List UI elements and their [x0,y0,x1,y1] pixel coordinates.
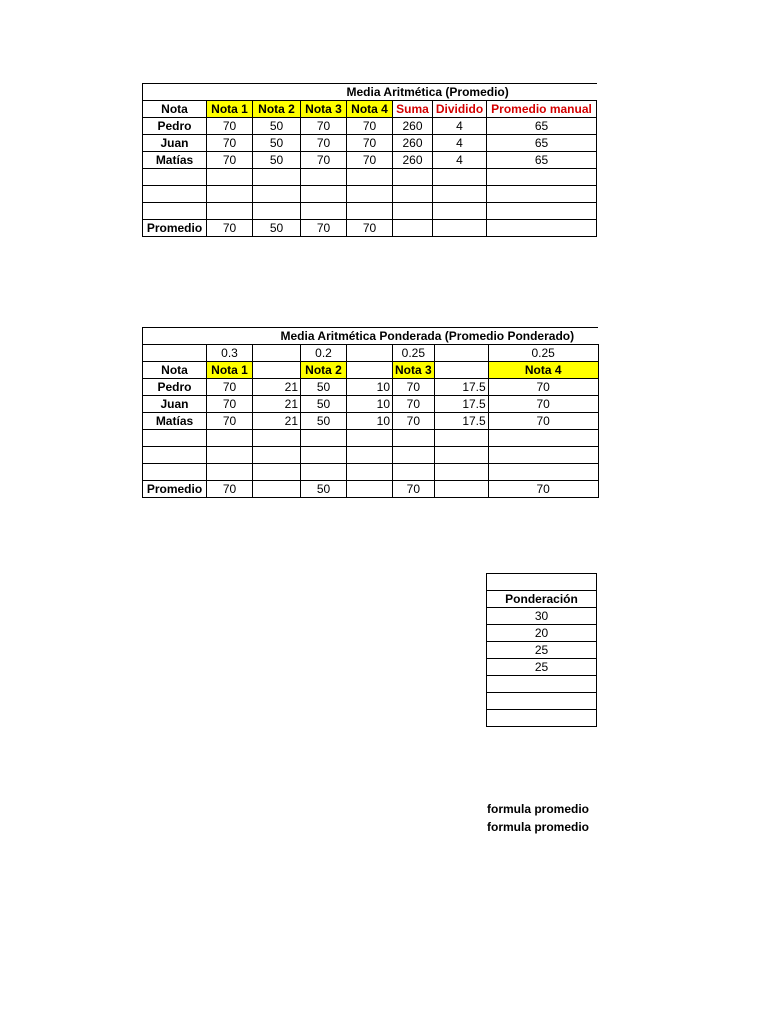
cell[interactable]: 17.5 [434,379,488,396]
average-row [143,220,597,237]
cell[interactable]: 70 [301,135,347,152]
cell[interactable]: 10 [347,379,393,396]
cell[interactable] [347,447,393,464]
cell[interactable] [207,169,253,186]
cell[interactable]: 70 [301,118,347,135]
cell[interactable] [347,481,393,498]
cell[interactable] [207,186,253,203]
cell[interactable] [487,186,597,203]
weight-cell[interactable]: 0.2 [301,345,347,362]
table-row [487,642,597,659]
cell[interactable]: 70 [207,379,253,396]
header-cell[interactable]: Nota 4 [488,362,598,379]
cell[interactable]: 10 [347,413,393,430]
cell[interactable]: 70 [207,118,253,135]
cell[interactable]: 30 [487,608,597,625]
cell[interactable]: 4 [433,135,487,152]
weight-cell[interactable]: 0.25 [488,345,598,362]
cell[interactable]: 70 [347,152,393,169]
cell[interactable] [347,464,393,481]
cell[interactable] [301,464,347,481]
table-row [487,625,597,642]
cell[interactable] [253,186,301,203]
cell[interactable]: 25 [487,642,597,659]
cell[interactable]: 70 [488,396,598,413]
cell[interactable] [207,464,253,481]
cell[interactable] [253,169,301,186]
weight-cell[interactable]: 0.3 [207,345,253,362]
empty-row [143,430,599,447]
cell[interactable]: Juan [143,135,207,152]
arithmetic-mean-table [142,83,597,237]
table-row [143,152,597,169]
header-cell[interactable]: Nota 1 [207,101,253,118]
table-row [143,118,597,135]
table-row [143,413,599,430]
cell[interactable]: 260 [393,118,433,135]
cell[interactable] [143,430,207,447]
cell[interactable]: 17.5 [434,413,488,430]
cell[interactable] [393,203,433,220]
empty-row [143,464,599,481]
header-cell[interactable]: Nota 2 [301,362,347,379]
cell[interactable] [434,345,488,362]
cell[interactable] [301,447,347,464]
cell[interactable] [253,430,301,447]
cell[interactable]: 70 [488,413,598,430]
empty-row [487,693,597,710]
cell[interactable] [207,447,253,464]
cell[interactable] [143,328,207,345]
empty-row [487,676,597,693]
cell[interactable] [207,203,253,220]
cell[interactable] [253,345,301,362]
table-row [143,379,599,396]
cell[interactable] [393,447,435,464]
cell[interactable]: Pedro [143,118,207,135]
cell[interactable] [487,169,597,186]
empty-row [143,169,597,186]
cell[interactable] [253,447,301,464]
cell[interactable] [301,169,347,186]
cell[interactable]: 260 [393,152,433,169]
cell[interactable] [487,710,597,727]
header-cell[interactable]: Nota 3 [301,101,347,118]
header-row [487,591,597,608]
header-cell[interactable]: Nota 2 [253,101,301,118]
cell[interactable] [487,693,597,710]
cell[interactable] [488,447,598,464]
header-cell[interactable]: Nota [143,362,207,379]
cell[interactable]: Matías [143,152,207,169]
cell[interactable]: 70 [207,220,253,237]
cell[interactable]: 70 [301,152,347,169]
cell[interactable] [347,362,393,379]
cell[interactable] [301,186,347,203]
cell[interactable]: 70 [207,481,253,498]
cell[interactable] [143,447,207,464]
cell[interactable] [207,430,253,447]
table-row [143,396,599,413]
cell[interactable]: 50 [301,481,347,498]
table-row [487,608,597,625]
cell[interactable] [487,574,597,591]
cell[interactable] [347,345,393,362]
cell[interactable]: 70 [347,135,393,152]
cell[interactable]: 50 [253,220,301,237]
cell[interactable] [393,464,435,481]
table-title[interactable]: Media Aritmética (Promedio) [207,84,597,101]
cell[interactable]: 50 [301,396,347,413]
table-title-row [143,328,599,345]
cell[interactable] [433,220,487,237]
cell[interactable]: 21 [253,396,301,413]
cell[interactable]: Juan [143,396,207,413]
cell[interactable]: 50 [253,118,301,135]
header-cell[interactable]: Nota 1 [207,362,253,379]
cell[interactable] [434,481,488,498]
cell[interactable] [488,464,598,481]
empty-row [487,574,597,591]
cell[interactable]: 70 [488,379,598,396]
cell[interactable]: 17.5 [434,396,488,413]
cell[interactable] [143,345,207,362]
weighted-mean-table [142,327,599,498]
cell[interactable]: 70 [347,220,393,237]
header-cell[interactable]: Nota 3 [393,362,435,379]
cell[interactable]: 70 [393,396,435,413]
cell[interactable]: 4 [433,118,487,135]
cell[interactable]: 10 [347,396,393,413]
table-title-row [143,84,597,101]
cell[interactable]: 70 [393,379,435,396]
cell[interactable] [347,430,393,447]
cell[interactable]: 70 [393,413,435,430]
cell[interactable]: Promedio [143,220,207,237]
cell[interactable] [393,430,435,447]
cell[interactable] [301,430,347,447]
empty-row [143,447,599,464]
cell[interactable]: 70 [207,135,253,152]
cell[interactable] [253,362,301,379]
cell[interactable] [143,203,207,220]
empty-row [143,203,597,220]
cell[interactable] [393,186,433,203]
cell[interactable]: 65 [487,118,597,135]
cell[interactable] [253,203,301,220]
cell[interactable] [143,169,207,186]
cell[interactable] [393,220,433,237]
cell[interactable]: 20 [487,625,597,642]
cell[interactable]: 70 [207,152,253,169]
cell[interactable] [433,203,487,220]
empty-row [143,186,597,203]
cell[interactable]: Matías [143,413,207,430]
header-row [143,362,599,379]
header-cell[interactable]: Nota 4 [347,101,393,118]
weights-row [143,345,599,362]
header-cell[interactable]: Suma [393,101,433,118]
cell[interactable]: 50 [301,413,347,430]
cell[interactable] [347,186,393,203]
cell[interactable] [434,464,488,481]
header-cell[interactable]: Ponderación [487,591,597,608]
cell[interactable] [434,430,488,447]
cell[interactable] [347,203,393,220]
cell[interactable]: 70 [393,481,435,498]
cell[interactable] [393,169,433,186]
cell[interactable]: 260 [393,135,433,152]
cell[interactable]: 70 [301,220,347,237]
cell[interactable]: 4 [433,152,487,169]
cell[interactable]: 50 [253,152,301,169]
cell[interactable] [487,220,597,237]
cell[interactable]: 70 [207,413,253,430]
cell[interactable] [487,203,597,220]
cell[interactable]: 65 [487,152,597,169]
cell[interactable] [487,676,597,693]
header-cell[interactable]: Nota [143,101,207,118]
cell[interactable] [434,447,488,464]
cell[interactable]: 21 [253,379,301,396]
cell[interactable] [143,186,207,203]
cell[interactable] [347,169,393,186]
weight-cell[interactable]: 0.25 [393,345,435,362]
cell[interactable]: 70 [488,481,598,498]
cell[interactable] [433,186,487,203]
weights-table [486,573,597,727]
cell[interactable]: 70 [207,396,253,413]
cell[interactable] [253,481,301,498]
cell[interactable]: 25 [487,659,597,676]
average-row [143,481,599,498]
cell[interactable] [143,84,207,101]
empty-row [487,710,597,727]
cell[interactable]: 70 [347,118,393,135]
cell[interactable]: Promedio [143,481,207,498]
formula-label[interactable]: formula promedio [487,802,590,816]
table-row [487,659,597,676]
cell[interactable] [434,362,488,379]
cell[interactable] [433,169,487,186]
formula-label[interactable]: formula promedio [487,820,590,834]
header-cell[interactable]: Dividido [433,101,487,118]
header-row [143,101,597,118]
cell[interactable]: 50 [301,379,347,396]
cell[interactable] [488,430,598,447]
header-cell[interactable]: Promedio manual [487,101,597,118]
cell[interactable] [253,464,301,481]
cell[interactable]: 21 [253,413,301,430]
table-title[interactable]: Media Aritmética Ponderada (Promedio Ponderado) [207,328,599,345]
cell[interactable] [301,203,347,220]
cell[interactable] [143,464,207,481]
cell[interactable]: 65 [487,135,597,152]
table-row [143,135,597,152]
cell[interactable]: 50 [253,135,301,152]
cell[interactable]: Pedro [143,379,207,396]
